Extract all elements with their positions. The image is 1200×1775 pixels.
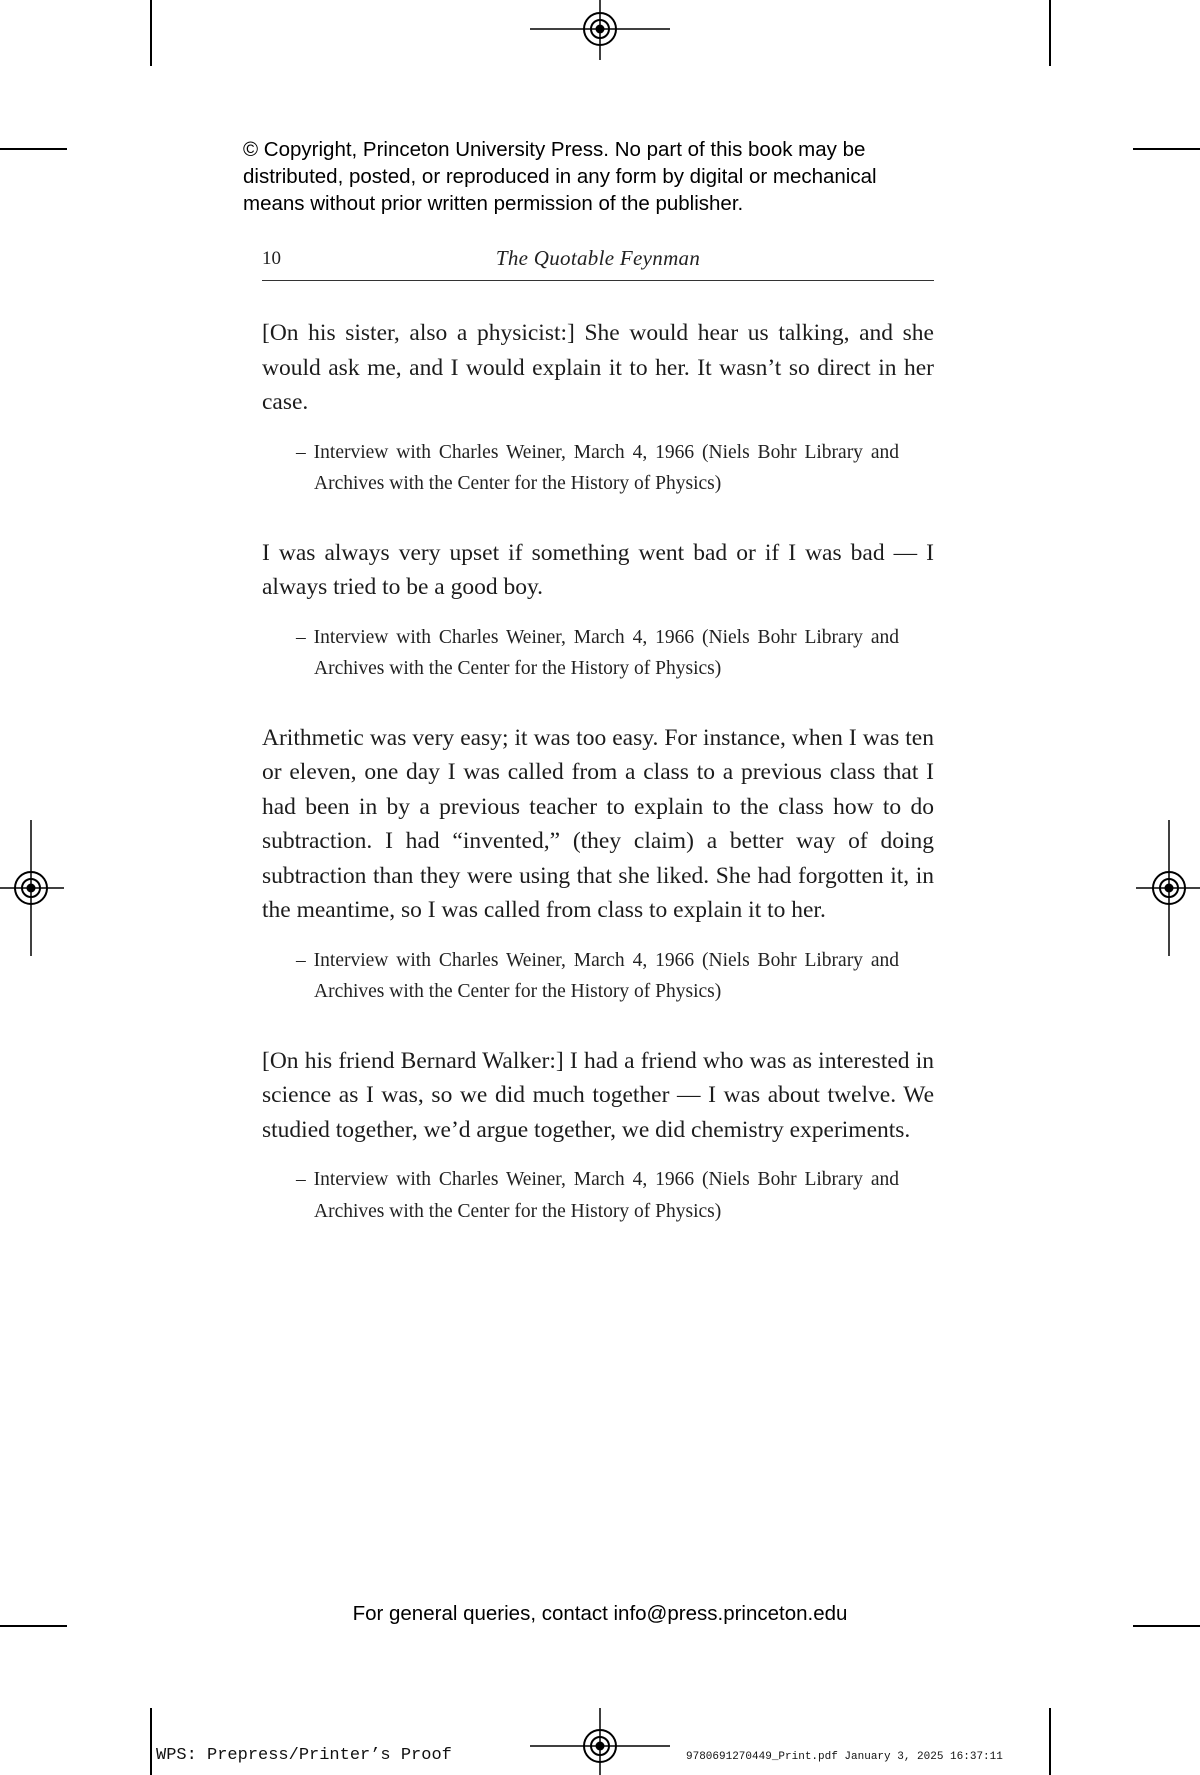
book-title: The Quotable Feynman: [495, 246, 701, 270]
proof-label: WPS: Prepress/Printer’s Proof: [156, 1746, 452, 1765]
quote-attribution: – Interview with Charles Weiner, March 4, 1966 (Niels Bohr Library and Archives with the Center for the History of Physics): [296, 441, 899, 494]
crop-mark-right-top-horizontal: [1133, 148, 1200, 150]
copyright-line: means without prior written permission of the publisher.: [243, 192, 744, 215]
registration-mark-right-icon: [1136, 820, 1200, 956]
page-body: [262, 316, 934, 1263]
page-number: 10: [262, 248, 281, 269]
registration-mark-bottom-icon: [530, 1708, 670, 1775]
copyright-line: © Copyright, Princeton University Press. No part of this book may be: [243, 138, 866, 161]
quote-text: Arithmetic was very easy; it was too easy. For instance, when I was ten or eleven, one day I was called from a class to a previous class that I had been in by a previous teacher to explain to the class how to do subtraction. I had “invented,” (they claim) a better way of doing subtraction than they were using that she liked. She had forgotten it, in the meantime, so I was called from class to explain it to her.: [262, 724, 934, 923]
crop-mark-bottom-right-vertical: [1049, 1708, 1051, 1775]
registration-mark-top-icon: [530, 0, 670, 60]
quote-attribution: – Interview with Charles Weiner, March 4, 1966 (Niels Bohr Library and Archives with the Center for the History of Physics): [296, 626, 899, 679]
footer-contact: For general queries, contact info@press.princeton.edu: [352, 1602, 848, 1625]
quote-text: [On his friend Bernard Walker:] I had a friend who was as interested in science as I was, so we did much together — I was about twelve. We studied together, we’d argue together, we did chemistry experiments.: [262, 1047, 934, 1143]
crop-mark-top-right-vertical: [1049, 0, 1051, 66]
file-info: 9780691270449_Print.pdf January 3, 2025 16:37:11: [686, 1751, 1003, 1763]
quote-text: [On his sister, also a physicist:] She would hear us talking, and she would ask me, and I would explain it to her. It wasn’t so direct in her case.: [262, 320, 934, 415]
registration-mark-left-icon: [0, 820, 64, 956]
crop-mark-bottom-left-vertical: [150, 1708, 152, 1775]
quote-text: I was always very upset if something went bad or if I was bad — I always tried to be a good boy.: [262, 539, 934, 600]
crop-mark-left-top-horizontal: [0, 148, 67, 150]
quote-block: [262, 316, 934, 500]
copyright-notice: [243, 136, 963, 217]
copyright-line: distributed, posted, or reproduced in any form by digital or mechanical: [243, 165, 877, 188]
quote-block: [262, 1044, 934, 1228]
quote-block: [262, 721, 934, 1008]
quote-block: [262, 536, 934, 685]
quote-attribution: – Interview with Charles Weiner, March 4, 1966 (Niels Bohr Library and Archives with the Center for the History of Physics): [296, 1169, 899, 1222]
running-head: [262, 244, 934, 281]
crop-mark-top-left-vertical: [150, 0, 152, 66]
quote-attribution: – Interview with Charles Weiner, March 4, 1966 (Niels Bohr Library and Archives with the Center for the History of Physics): [296, 949, 899, 1002]
